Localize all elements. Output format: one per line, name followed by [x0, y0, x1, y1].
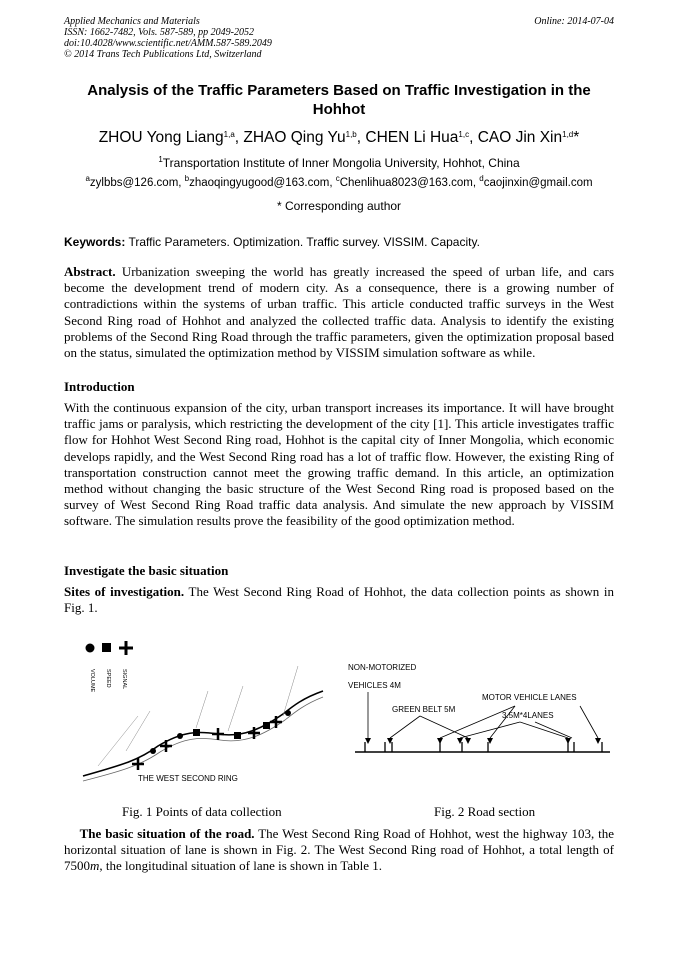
paper-title: Analysis of the Traffic Parameters Based on Traffic Investigation in the Hohhot: [87, 82, 591, 118]
volume-marker-icon: [86, 644, 95, 653]
speed-marker-icon: [263, 722, 270, 729]
issn-line: ISSN: 1662-7482, Vols. 587-589, pp 2049-2052: [64, 27, 254, 38]
volume-marker-icon: [285, 710, 291, 716]
nonmotor-label: NON-MOTORIZED: [348, 663, 417, 672]
doi-line: doi:10.4028/www.scientific.net/AMM.587-589.2049: [64, 38, 272, 49]
author: ZHOU Yong Liang$^{1,a}$,: [98, 129, 244, 146]
email: zylbbs@126.com,: [89, 177, 185, 189]
figure-1: [78, 636, 328, 786]
online-date: Online: 2014-07-04: [534, 16, 614, 27]
legend-label: VOLUME: [89, 669, 95, 693]
introduction-heading: Introduction: [64, 379, 135, 394]
legend-label: SIGNAL: [121, 669, 127, 690]
author: CHEN Li Hua$^{1,c}$,: [365, 129, 478, 146]
email: zhaoqingyugood@163.com,: [189, 177, 336, 189]
email: caojinxin@gmail.com: [483, 177, 593, 189]
motor-lanes-label: MOTOR VEHICLE LANES: [482, 693, 577, 702]
corresponding-author-note: * Corresponding author: [276, 199, 402, 213]
journal-info: [64, 16, 272, 60]
road-section-diagram: [340, 656, 620, 766]
signal-marker-icon: [119, 641, 133, 655]
lane-width-label: 3.5M*4LANES: [502, 711, 554, 720]
copyright-line: © 2014 Trans Tech Publications Ltd, Switzerland: [64, 49, 262, 60]
nonmotor-width-label: VEHICLES 4M: [348, 681, 401, 690]
author-list: [40, 129, 638, 147]
volume-marker-icon: [177, 733, 183, 739]
arrow-heads: [365, 738, 601, 744]
volume-marker-icon: [150, 748, 156, 754]
abstract: Abstract. Urbanization sweeping the world has greatly increased the speed of urban life, and cars become the development trend of modern city. As a consequence, there is a growing number of contradictions within the systems of urban traffic. This article conducted traffic surveys in the West Second Ring road of Hohhot and analyzed the collected traffic data. Analysis to identify the existing problems of the Second Ring Road through the traffic parameters, given the optimization proposal based on the status, simulated the optimization method by VISSIM simulation software as while.: [64, 264, 615, 361]
legend-label: SPEED: [105, 669, 111, 688]
speed-marker-icon: [193, 729, 200, 736]
road-edge: [83, 697, 323, 781]
figure-2: [340, 656, 620, 766]
signal-marker-icon: [270, 716, 282, 728]
journal-name: Applied Mechanics and Materials: [64, 16, 200, 27]
section-heading: Investigate the basic situation: [64, 563, 229, 578]
keywords: Keywords: Traffic Parameters. Optimization. Traffic survey. VISSIM. Capacity.: [64, 235, 480, 249]
data-collection-map: [78, 636, 328, 786]
author: CAO Jin Xin$^{1,d}$*: [477, 129, 580, 146]
lane-dividers: [365, 742, 602, 752]
road-line: [83, 691, 323, 776]
signal-marker-icon: [212, 728, 224, 740]
sites-paragraph: Sites of investigation. The West Second Ring Road of Hohhot, the data collection points as shown in Fig. 1.: [64, 584, 614, 616]
speed-marker-icon: [102, 643, 111, 652]
introduction-text: With the continuous expansion of the city, urban transport increases its importance. It will have brought traffic jams or paralysis, which restricting the development of the city [1]. This article investigates traffic flow for Hohhot West Second Ring road, Hohhot is the capital city of Inner Mongolia, which economic develops rapidly, and the West Second Ring road has a lot of traffic flow. However, the existing Ring of transportation construction cannot meet the growing traffic demand. In this article, an optimization method without changing the basic structure of the West Second Ring road is proposed based on the survey of West Second Ring Road traffic data analysis. And simulate the new approach by VISSIM software. The simulation results prove the feasibility of the good optimization method.: [64, 400, 614, 529]
email-list: $^a$zylbbs@126.com, $^b$zhaoqingyugood@163.com, $^c$Chenlihua8023@163.com, $^d$caojinxin@gmail.com: [85, 174, 593, 189]
email: Chenlihua8023@163.com,: [339, 177, 480, 189]
road-situation-paragraph: The basic situation of the road. The West Second Ring Road of Hohhot, west the highway 103, the horizontal situation of lane is shown in Fig. 2. The West Second Ring road of Hohhot, a total length of 7500m, the longitudinal situation of lane is shown in Table 1.: [64, 826, 615, 874]
figure-2-caption: Fig. 2 Road section: [434, 804, 536, 819]
road-name-label: THE WEST SECOND RING: [138, 774, 238, 783]
green-belt-label: GREEN BELT 5M: [392, 705, 456, 714]
author: ZHAO Qing Yu$^{1,b}$,: [243, 129, 366, 146]
speed-marker-icon: [234, 732, 241, 739]
figure-1-caption: Fig. 1 Points of data collection: [122, 804, 282, 819]
affiliation: $^1$Transportation Institute of Inner Mongolia University, Hohhot, China: [158, 155, 520, 170]
signal-marker-icon: [160, 740, 172, 752]
